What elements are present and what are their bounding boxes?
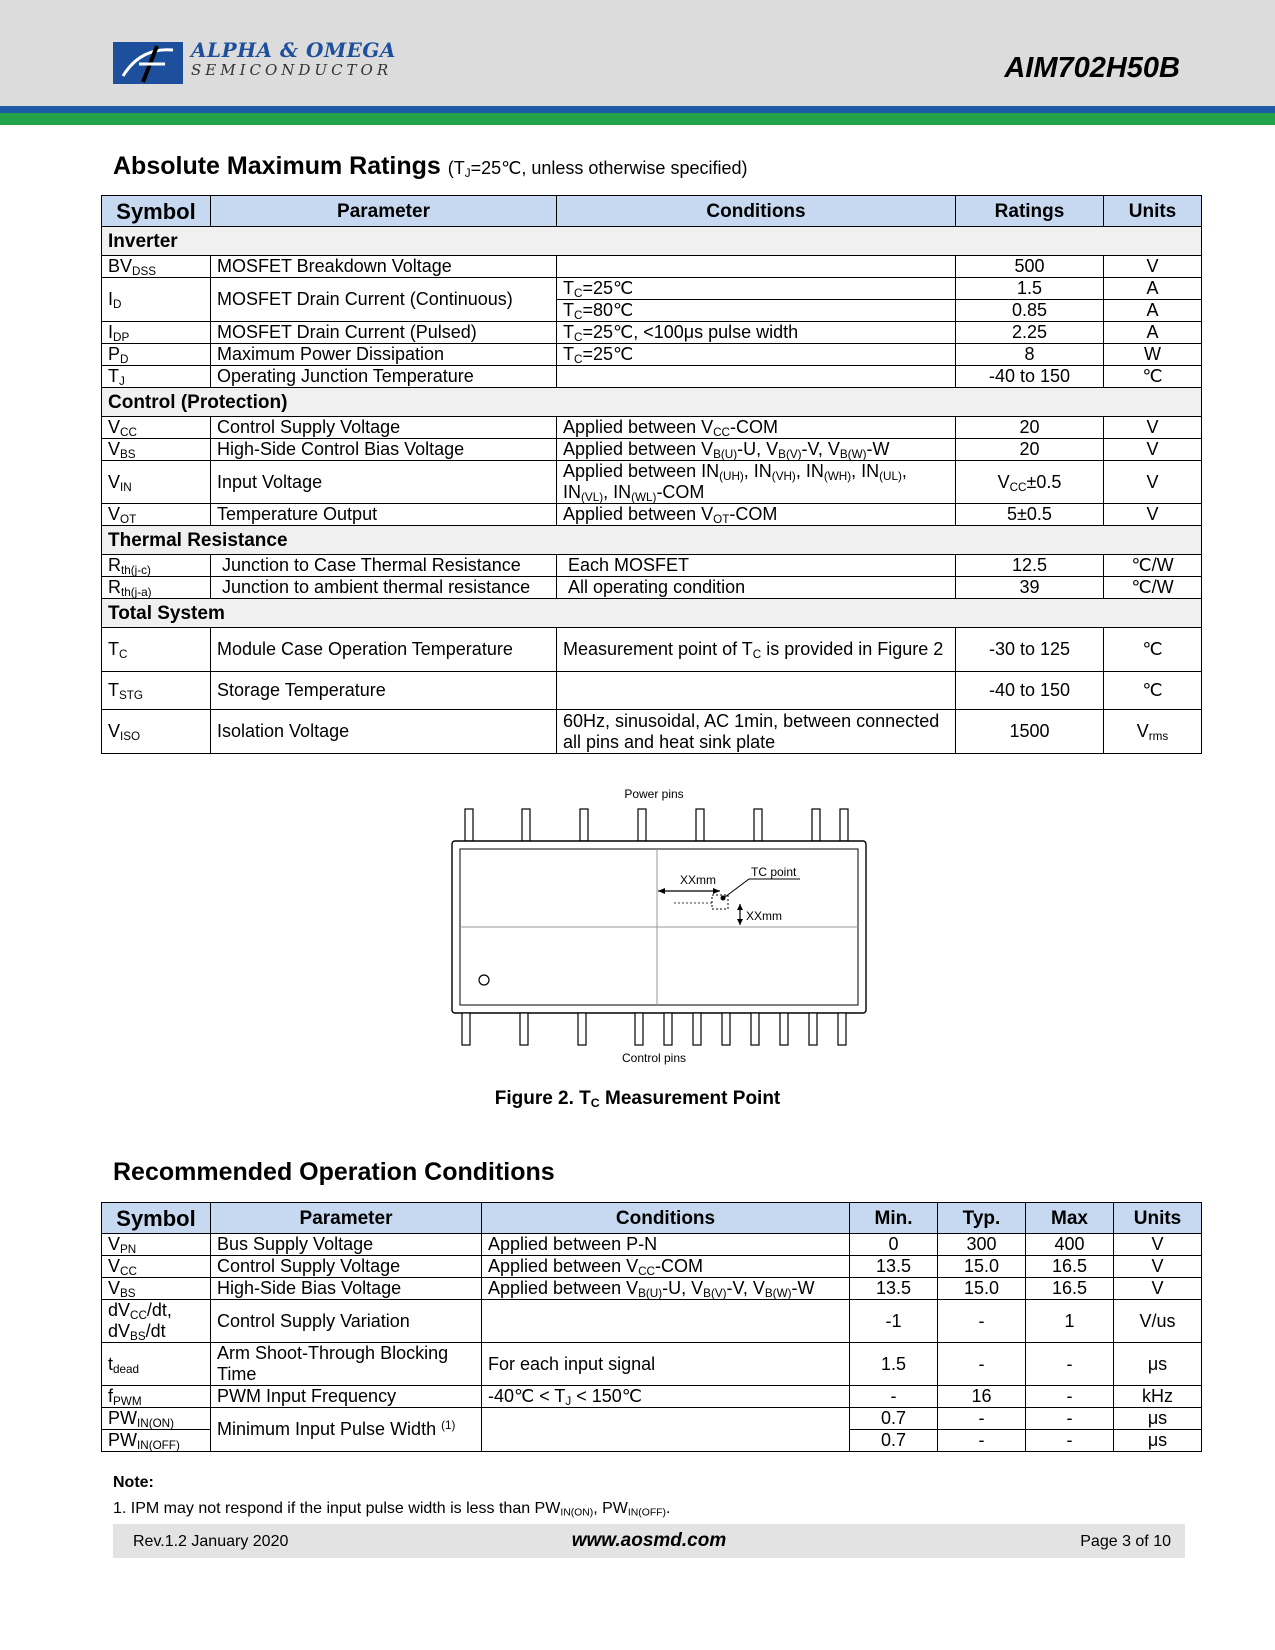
note-title: Note:	[113, 1474, 154, 1491]
table-row: $BV_{DSS}$ MOSFET Breakdown Voltage 500 V	[102, 256, 1202, 278]
roc-header-row	[102, 1203, 1202, 1234]
roc-table	[101, 1202, 1202, 1452]
section-thermal: Thermal Resistance	[102, 526, 1202, 555]
xx-horizontal-label: XXmm	[680, 873, 716, 887]
section-inverter: Inverter	[102, 227, 1202, 256]
table-row: $T_J$ Operating Junction Temperature -40 to 150 ℃	[102, 366, 1202, 388]
header-stripe-blue	[0, 106, 1275, 113]
footer-revision: Rev.1.2 January 2020	[133, 1533, 289, 1550]
company-subtitle: SEMICONDUCTOR	[191, 61, 393, 79]
table-row: $dV_{CC}/dt$, $dV_{BS}/dt$ Control Supply Variation -1 - 1 V/us	[102, 1300, 1202, 1343]
pin1-marker	[479, 975, 489, 985]
page-footer	[113, 1524, 1185, 1558]
col-typ: Typ.	[938, 1203, 1026, 1234]
roc-title: Recommended Operation Conditions	[113, 1158, 555, 1186]
table-row: $R_{th(j-c)}$ Junction to Case Thermal Resistance Each MOSFET 12.5 ℃/W	[102, 555, 1202, 577]
footer-website-link[interactable]: www.aosmd.com	[571, 1530, 727, 1551]
col-symbol: Symbol	[102, 1203, 211, 1234]
section-row	[102, 526, 1202, 555]
table-row: $R_{th(j-a)}$ Junction to ambient thermal resistance All operating condition 39 ℃/W	[102, 577, 1202, 599]
table-row: $T_C$ Module Case Operation Temperature Measurement point of $T_C$ is provided in Figure 2 -30 to 125 ℃	[102, 628, 1202, 672]
power-pins	[465, 809, 848, 841]
col-parameter: Parameter	[211, 1203, 482, 1234]
company-name: ALPHA & OMEGA	[191, 38, 396, 62]
header-stripe-green	[0, 113, 1275, 125]
table-row: $PW_{IN(ON)}$ Minimum Input Pulse Width $^{(1)}$ 0.7 - - μs	[102, 1408, 1202, 1430]
control-pins	[462, 1013, 846, 1045]
table-row: $T_C=80℃$ 0.85 A	[102, 300, 1202, 322]
col-conditions: Conditions	[557, 196, 956, 227]
col-max: Max	[1026, 1203, 1114, 1234]
col-units: Units	[1114, 1203, 1202, 1234]
col-ratings: Ratings	[956, 196, 1104, 227]
figure-caption: Figure 2. $T_C$ Measurement Point	[494, 1088, 781, 1111]
footer-page-number: Page 3 of 10	[1080, 1533, 1171, 1550]
table-row: $V_{IN}$ Input Voltage Applied between $IN_{(UH)}$, $IN_{(VH)}$, $IN_{(WH)}$, $IN_{(UL)}$, $IN_{(VL)}$, $IN_{(WL)}$-COM $V_{CC}\pm 0.5$ V	[102, 461, 1202, 504]
power-pins-label: Power pins	[624, 787, 684, 801]
table-row: $P_D$ Maximum Power Dissipation $T_C=25℃$ 8 W	[102, 344, 1202, 366]
col-parameter: Parameter	[211, 196, 557, 227]
table-row: $T_{STG}$ Storage Temperature -40 to 150 ℃	[102, 672, 1202, 710]
table-row: $V_{OT}$ Temperature Output Applied between $V_{OT}$-COM 5±0.5 V	[102, 504, 1202, 526]
note-text: 1. IPM may not respond if the input pulse width is less than $PW_{IN(ON)}$, $PW_{IN(OFF)}$.	[113, 1500, 671, 1519]
table-row: $t_{dead}$ Arm Shoot-Through Blocking Time For each input signal 1.5 - - μs	[102, 1343, 1202, 1386]
amr-header-row	[102, 196, 1202, 227]
section-row	[102, 599, 1202, 628]
xx-vertical-label: XXmm	[746, 909, 782, 923]
tc-point-dot	[721, 896, 726, 901]
table-row: $I_{DP}$ MOSFET Drain Current (Pulsed) $T_C=25℃$, <100μs pulse width 2.25 A	[102, 322, 1202, 344]
section-row	[102, 388, 1202, 417]
company-logo-icon	[113, 42, 183, 84]
control-pins-label: Control pins	[621, 1051, 687, 1065]
table-row: $V_{CC}$ Control Supply Voltage Applied between $V_{CC}$-COM 13.5 15.0 16.5 V	[102, 1256, 1202, 1278]
amr-subtitle: ($T_J=25℃$, unless otherwise specified)	[447, 158, 748, 180]
amr-title	[113, 152, 747, 181]
amr-title-text: Absolute Maximum Ratings	[113, 152, 441, 180]
section-control: Control (Protection)	[102, 388, 1202, 417]
table-row: $V_{ISO}$ Isolation Voltage 60Hz, sinusoidal, AC 1min, between connected all pins and heat sink plate 1500 $V_{rms}$	[102, 710, 1202, 754]
table-row: $V_{PN}$ Bus Supply Voltage Applied between P-N 0 300 400 V	[102, 1234, 1202, 1256]
col-units: Units	[1104, 196, 1202, 227]
table-row: $I_D$ MOSFET Drain Current (Continuous) $T_C=25℃$ 1.5 A	[102, 278, 1202, 300]
col-symbol: Symbol	[102, 196, 211, 227]
tc-point-label: TC point	[751, 865, 797, 879]
table-row: $PW_{IN(OFF)}$ 0.7 - - μs	[102, 1430, 1202, 1452]
table-row: $V_{CC}$ Control Supply Voltage Applied between $V_{CC}$-COM 20 V	[102, 417, 1202, 439]
col-conditions: Conditions	[482, 1203, 850, 1234]
section-total: Total System	[102, 599, 1202, 628]
section-row	[102, 227, 1202, 256]
part-number: AIM702H50B	[1004, 52, 1180, 84]
amr-table	[101, 195, 1202, 754]
table-row: $f_{PWM}$ PWM Input Frequency -40℃ < $T_J$ < 150℃ - 16 - kHz	[102, 1386, 1202, 1408]
table-row: $V_{BS}$ High-Side Control Bias Voltage Applied between $V_{B(U)}-U$, $V_{B(V)}-V$, $V_{B(W)}-W$ 20 V	[102, 439, 1202, 461]
tc-measurement-diagram	[440, 780, 880, 1070]
col-min: Min.	[850, 1203, 938, 1234]
table-row: $V_{BS}$ High-Side Bias Voltage Applied between $V_{B(U)}-U$, $V_{B(V)}-V$, $V_{B(W)}-W$ 13.5 15.0 16.5 V	[102, 1278, 1202, 1300]
